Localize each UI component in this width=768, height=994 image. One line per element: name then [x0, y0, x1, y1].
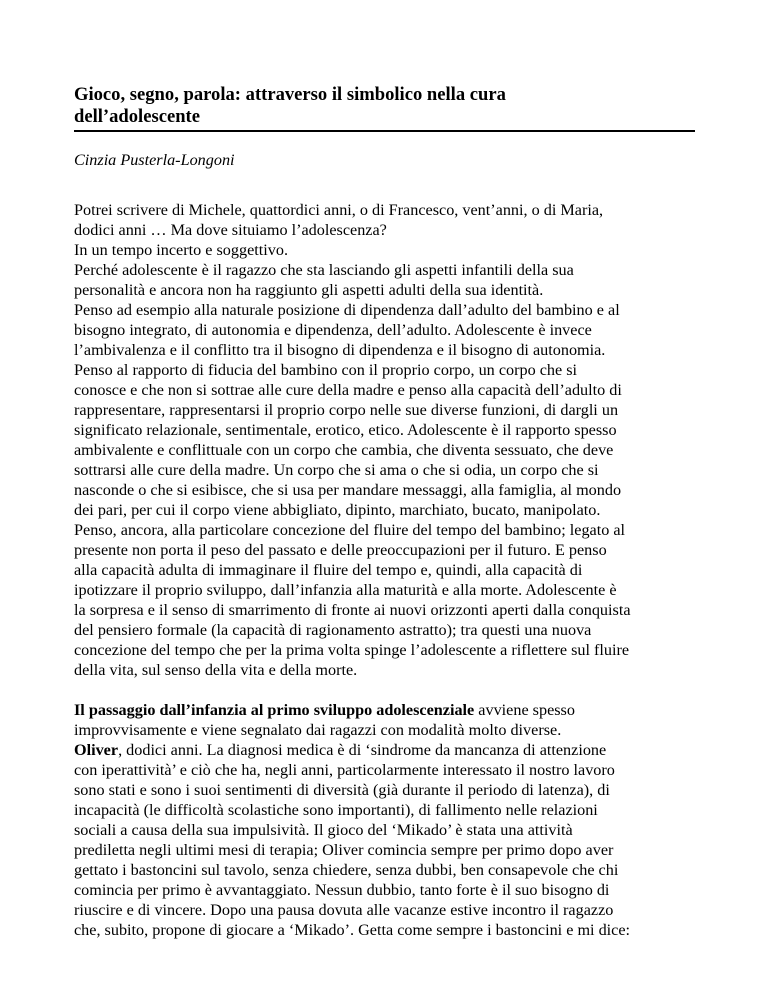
text-line: del pensiero formale (la capacità di ragionamento astratto); tra questi una nuova — [74, 621, 592, 639]
paragraph-oliver — [74, 700, 695, 940]
text-line: sono stati e sono i suoi sentimenti di diversità (già durante il periodo di latenza), di — [74, 781, 610, 799]
text-line: della vita, sul senso della vita e della morte. — [74, 661, 358, 679]
paragraph-gap — [74, 680, 695, 700]
text-line: ambivalente e conflittuale con un corpo che cambia, che diventa sessuato, che deve — [74, 441, 614, 459]
title-line-1: Gioco, segno, parola: attraverso il simbolico nella cura — [74, 84, 506, 105]
text-line: personalità e ancora non ha raggiunto gli aspetti adulti della sua identità. — [74, 281, 544, 299]
text-line: Penso, ancora, alla particolare concezione del fluire del tempo del bambino; legato al — [74, 521, 626, 539]
text-line: sottrarsi alle cure della madre. Un corpo che si ama o che si odia, un corpo che si — [74, 461, 599, 479]
text-line: conosce e che non si sottrae alle cure della madre e penso alla capacità dell’adulto di — [74, 381, 622, 399]
title-line-2: dell’adolescente — [74, 106, 200, 127]
text-line: Penso ad esempio alla naturale posizione di dipendenza dall’adulto del bambino e al — [74, 301, 620, 319]
text-line: Penso al rapporto di fiducia del bambino con il proprio corpo, un corpo che si — [74, 361, 578, 379]
text-line: comincia per primo è avvantaggiato. Nessun dubbio, tanto forte è il suo bisogno di — [74, 881, 610, 899]
author-name: Cinzia Pusterla-Longoni — [74, 151, 235, 169]
paragraph-intro — [74, 200, 695, 680]
text-line: rappresentare, rappresentarsi il proprio corpo nelle sue diverse funzioni, di dargli un — [74, 401, 619, 419]
text-line: significato relazionale, sentimentale, erotico, etico. Adolescente è il rapporto spesso — [74, 421, 617, 439]
text-line: l’ambivalenza e il conflitto tra il bisogno di dipendenza e il bisogno di autonomia. — [74, 341, 606, 359]
text-line: che, subito, propone di giocare a ‘Mikado’. Getta come sempre i bastoncini e mi dice: — [74, 921, 631, 939]
text-line: sociali a causa della sua impulsività. Il gioco del ‘Mikado’ è stata una attività — [74, 821, 573, 839]
text-line: bisogno integrato, di autonomia e dipendenza, dell’adulto. Adolescente è invece — [74, 321, 592, 339]
bold-oliver: Oliver — [74, 741, 119, 759]
text-line: nasconde o che si esibisce, che si usa per mandare messaggi, alla famiglia, al mondo — [74, 481, 622, 499]
text-line: improvvisamente e viene segnalato dai ragazzi con modalità molto diverse. — [74, 721, 562, 739]
text-line: presente non porta il peso del passato e delle preoccupazioni per il futuro. E penso — [74, 541, 607, 559]
text-line: prediletta negli ultimi mesi di terapia; Oliver comincia sempre per primo dopo aver — [74, 841, 614, 859]
text-line: riuscire e di vincere. Dopo una pausa dovuta alle vacanze estive incontro il ragazzo — [74, 901, 614, 919]
text-line: Perché adolescente è il ragazzo che sta lasciando gli aspetti infantili della sua — [74, 261, 574, 279]
text-line: alla capacità adulta di immaginare il fluire del tempo e, quindi, alla capacità di — [74, 561, 583, 579]
text-line: ipotizzare il proprio sviluppo, dall’infanzia alla maturità e alla morte. Adolescente è — [74, 581, 617, 599]
text-line: In un tempo incerto e soggettivo. — [74, 241, 288, 259]
text-line: dodici anni … Ma dove situiamo l’adolescenza? — [74, 221, 387, 239]
text-line: Potrei scrivere di Michele, quattordici anni, o di Francesco, vent’anni, o di Maria, — [74, 201, 604, 219]
document-title — [74, 84, 695, 132]
oliver-rest: , dodici anni. La diagnosi medica è di ‘sindrome da mancanza di attenzione — [118, 741, 607, 759]
bold-lead: Il passaggio dall’infanzia al primo sviluppo adolescenziale — [74, 701, 475, 719]
text-line: concezione del tempo che per la prima volta spinge l’adolescente a riflettere sul fluire — [74, 641, 630, 659]
lead-rest: avviene spesso — [474, 701, 575, 719]
text-line: dei pari, per cui il corpo viene abbigliato, dipinto, marchiato, bucato, manipolato. — [74, 501, 601, 519]
text-line — [74, 700, 695, 720]
document-body — [74, 200, 695, 940]
text-line — [74, 740, 695, 760]
text-line: incapacità (le difficoltà scolastiche sono importanti), di fallimento nelle relazioni — [74, 801, 598, 819]
text-line: gettato i bastoncini sul tavolo, senza chiedere, senza dubbi, ben consapevole che chi — [74, 861, 619, 879]
text-line: con iperattività’ e ciò che ha, negli anni, particolarmente interessato il nostro lavoro — [74, 761, 615, 779]
text-line: la sorpresa e il senso di smarrimento di fronte ai nuovi orizzonti aperti dalla conquista — [74, 601, 631, 619]
paragraph-oliver-continued — [74, 760, 695, 940]
